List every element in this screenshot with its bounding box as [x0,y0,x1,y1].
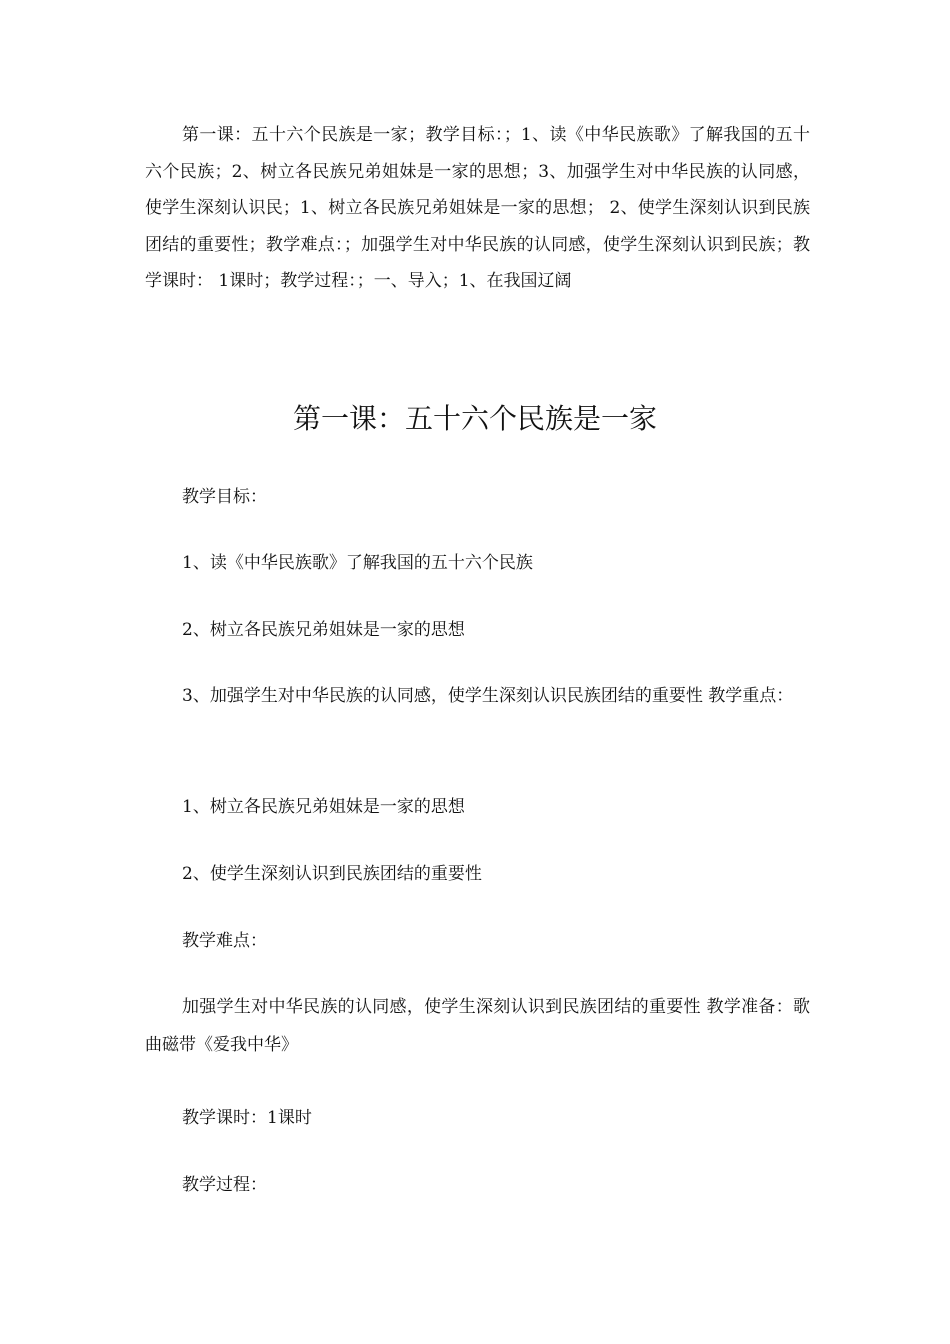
key-point-2: 2、使学生深刻认识到民族团结的重要性 [182,864,482,884]
lesson-title: 第一课：五十六个民族是一家 [292,402,657,435]
goal-item-3: 3、加强学生对中华民族的认同感，使学生深刻认识民族团结的重要性 教学重点： [182,686,794,706]
goal-item-2: 2、树立各民族兄弟姐妹是一家的思想 [182,620,465,640]
difficulty-heading: 教学难点： [182,931,267,951]
summary-paragraph: 第一课：五十六个民族是一家；教学目标：；1、读《中华民族歌》了解我国的五十六个民族；2、树立各民族兄弟姐妹是一家的思想；3、加强学生对中华民族的认同感，使学生深刻认识民；1、树立各民族兄弟姐妹是一家的思想； 2、使学生深刻认识到民族团结的重要性；教学难点：；加强学生对中华民族的认同感，使学生深刻认识到民族；教学课时： 1课时；教学过程：；一、导入；1、在我国辽阔 [145,125,810,292]
goal-item-1: 1、读《中华民族歌》了解我国的五十六个民族 [182,553,533,573]
key-point-1: 1、树立各民族兄弟姐妹是一家的思想 [182,797,465,817]
difficulty-item: 加强学生对中华民族的认同感，使学生深刻认识到民族团结的重要性 教学准备：歌曲磁带《爱我中华》 [145,997,810,1055]
goals-heading: 教学目标： [182,487,267,507]
process-heading: 教学过程： [182,1175,267,1195]
class-hours: 教学课时：1课时 [182,1108,312,1128]
